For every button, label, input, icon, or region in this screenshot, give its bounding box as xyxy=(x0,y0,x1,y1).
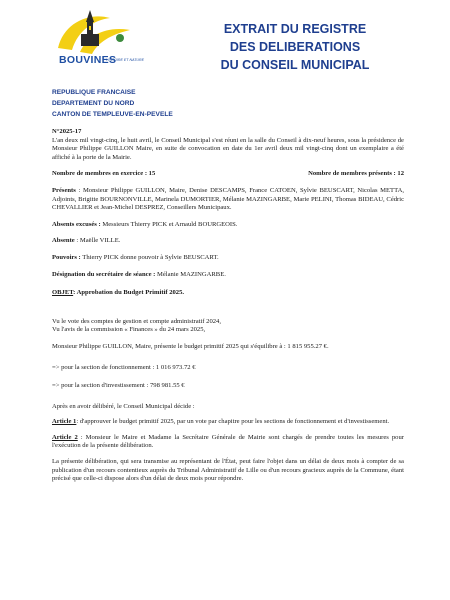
deliberation-number: N°2025-17 xyxy=(52,128,82,135)
title-line-2: DES DELIBERATIONS xyxy=(229,40,361,54)
decision-intro: Après en avoir délibéré, le Conseil Municipal décide : xyxy=(52,402,195,410)
header-republic: REPUBLIQUE FRANCAISE xyxy=(52,89,136,96)
members-counts xyxy=(52,170,404,179)
proxy-paragraph xyxy=(52,254,404,263)
object-label: OBJET xyxy=(52,289,74,297)
proxy-label: Pouvoirs : xyxy=(52,253,81,261)
secretary-paragraph xyxy=(52,271,404,280)
object-paragraph xyxy=(52,289,404,298)
article-1-text: : d'approuver le budget primitif 2025, par un vote par chapitre pour les sections de fonctionnement et d'investissement. xyxy=(76,418,390,426)
title-line-3: DU CONSEIL MUNICIPAL xyxy=(220,58,370,72)
document-title xyxy=(190,20,400,74)
article-2-text: : Monsieur le Maire et Madame la Secrétaire Générale de Mairie sont chargés de prendre toutes les mesures pour l'exécution de la présente délibération. xyxy=(52,433,404,450)
absent-text: : Maëlle VILLE. xyxy=(74,237,121,245)
logo-tagline: HISTOIRE ET NATURE xyxy=(106,58,145,62)
commune-logo xyxy=(50,8,145,72)
excused-label: Absents excusés : xyxy=(52,220,101,228)
budget-presentation: Monsieur Philippe GUILLON, Maire, présente le budget primitif 2025 qui s'équilibre à : 1 815 955.27 €. xyxy=(52,342,329,350)
proxy-text: Thierry PICK donne pouvoir à Sylvie BEUSCART. xyxy=(80,253,219,261)
excused-paragraph xyxy=(52,221,404,230)
title-line-1: EXTRAIT DU REGISTRE xyxy=(223,22,367,36)
article-1-paragraph xyxy=(52,418,404,427)
secretary-text: Mélanie MAZINGARBE. xyxy=(155,270,226,278)
article-1-label: Article 1 xyxy=(52,418,77,426)
header-canton: CANTON DE TEMPLEUVE-EN-PEVELE xyxy=(52,111,173,118)
consideration-line-1: Vu le vote des comptes de gestion et compte administratif 2024, xyxy=(52,317,221,325)
intro-paragraph: L'an deux mil vingt-cinq, le huit avril, le Conseil Municipal s'est réuni en la salle du Conseil à dix-neuf heures, sous la présidence de Monsieur Philippe GUILLON Maire, en suite de convocation en date du 1er avril deux mil vingt-cinq dont un exemplaire a été affiché à la porte de la Mairie. xyxy=(52,136,404,161)
header-department: DEPARTEMENT DU NORD xyxy=(52,100,135,107)
investment-section: => pour la section d'investissement : 798 981.55 € xyxy=(52,382,185,390)
document-body xyxy=(52,128,404,484)
excused-text: Messieurs Thierry PICK et Arnauld BOURGEOIS. xyxy=(100,220,238,228)
secretary-label: Désignation du secrétaire de séance : xyxy=(52,270,156,278)
present-paragraph xyxy=(52,187,404,213)
absent-label: Absente xyxy=(52,237,75,245)
article-2-label: Article 2 xyxy=(52,433,78,441)
absent-paragraph xyxy=(52,237,404,246)
article-2-paragraph xyxy=(52,434,404,451)
administrative-header xyxy=(52,87,173,120)
present-text: : Monsieur Philippe GUILLON, Maire, Denise DESCAMPS, France CATOEN, Sylvie BEUSCART, Nicolas METTA, Adjoints, Brigitte BOURNONVILLE, Marinela DUMORTIER, Mélanie MAZINGARBE, Marie PELINI, Thomas BIDEAU, Cédric CHEVALLIER et Jean-Michel DESPREZ, Conseillers Municipaux. xyxy=(52,186,404,212)
members-present: Nombre de membres présents : 12 xyxy=(308,170,404,178)
logo-wordmark: BOUVINES xyxy=(59,54,117,66)
appeal-paragraph: La présente délibération, qui sera transmise au représentant de l'État, peut faire l'objet dans un délai de deux mois à compter de sa publication d'un recours contentieux auprès du Tribunal Administratif de Lille ou d'un recours gracieux auprès de la Commune, étant précisé que celle-ci dispose alors d'un délai de deux mois pour répondre. xyxy=(52,458,404,483)
consideration-line-2: Vu l'avis de la commission « Finances » du 24 mars 2025, xyxy=(52,326,206,334)
members-in-office: Nombre de membres en exercice : 15 xyxy=(52,170,156,178)
operating-section: => pour la section de fonctionnement : 1 016 973.72 € xyxy=(52,363,196,371)
present-label: Présents xyxy=(52,186,76,194)
object-text: : Approbation du Budget Primitif 2025. xyxy=(73,289,185,297)
